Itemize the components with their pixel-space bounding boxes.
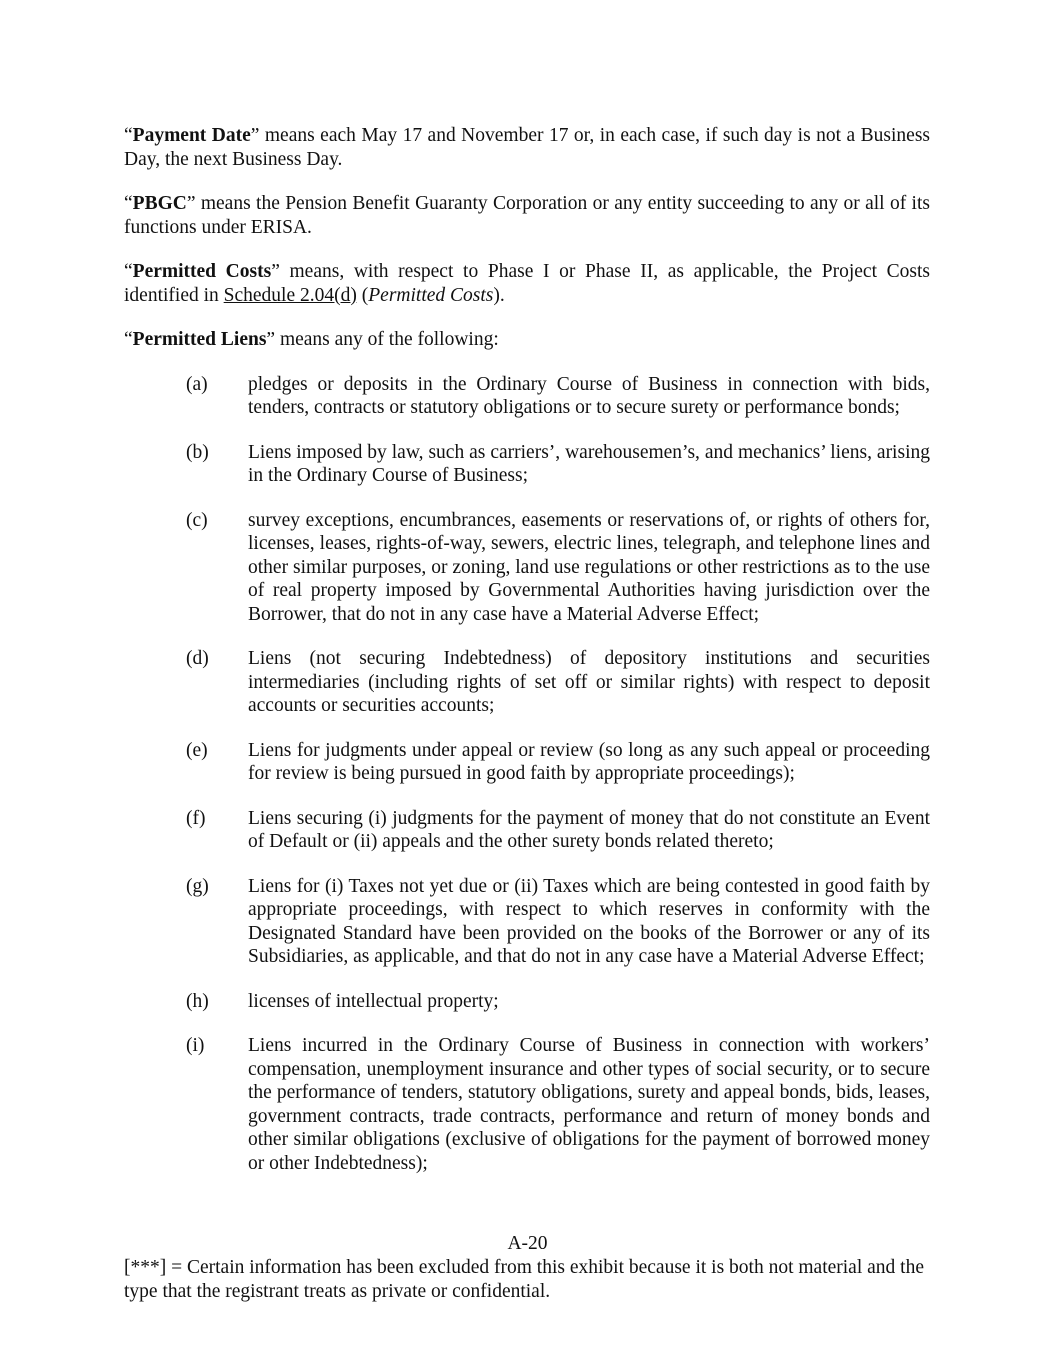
italic-permitted-costs: Permitted Costs [368, 284, 494, 306]
definition-permitted-costs: “Permitted Costs” means, with respect to Phase I or Phase II, as applicable, the Project Costs identified in Schedule 2.04(d) (Permitted Costs). [124, 261, 930, 306]
list-item-text: Liens incurred in the Ordinary Course of Business in connection with workers’ compensation, unemployment insurance and other types of social security, or to secure the performance of tenders, statutory obligations, surety and appeal bonds, bids, leases, government contracts, trade contracts, performance and return of money bonds and other similar obligations (exclusive of obligations for the payment of borrowed money or other Indebtedness); [248, 1035, 930, 1174]
list-item [124, 739, 930, 786]
schedule-reference: Schedule 2.04(d) [223, 284, 357, 306]
list-item [124, 875, 930, 969]
definition-payment-date: “Payment Date” means each May 17 and November 17 or, in each case, if such day is not a Business Day, the next Business Day. [124, 125, 930, 170]
footer-note: [***] = Certain information has been excluded from this exhibit because it is both not material and the type that the registrant treats as private or confidential. [124, 1257, 924, 1302]
list-item [124, 373, 930, 420]
list-item-text: survey exceptions, encumbrances, easements or reservations of, or rights of others for, licenses, leases, rights-of-way, sewers, electric lines, telegraph, and telephone lines and other similar purposes, or zoning, land use regulations or other restrictions as to the use of real property imposed by Governmental Authorities having jurisdiction over the Borrower, that do not in any case have a Material Adverse Effect; [248, 509, 930, 625]
list-item-label: (d) [186, 648, 209, 669]
list-item-label: (e) [186, 739, 208, 761]
list-item-text: pledges or deposits in the Ordinary Course of Business in connection with bids, tenders, contracts or statutory obligations or to secure surety or performance bonds; [248, 373, 930, 418]
term-permitted-liens: Permitted Liens [132, 329, 267, 350]
permitted-liens-list [124, 373, 930, 1176]
term-permitted-costs: Permitted Costs [132, 261, 272, 282]
list-item [124, 647, 930, 718]
list-item [124, 509, 930, 627]
list-item-label: (f) [186, 807, 206, 829]
list-item-text: Liens securing (i) judgments for the payment of money that do not constitute an Event of Default or (ii) appeals and the other surety bonds related thereto; [248, 807, 930, 852]
document-body [124, 124, 930, 1196]
definition-permitted-liens: “Permitted Liens” means any of the following: [124, 329, 499, 350]
list-item [124, 990, 930, 1014]
definition-pbgc: “PBGC” means the Pension Benefit Guaranty Corporation or any entity succeeding to any or all of its functions under ERISA. [124, 193, 930, 238]
list-item-text: licenses of intellectual property; [248, 990, 499, 1012]
term-pbgc: PBGC [132, 193, 187, 214]
list-item-text: Liens imposed by law, such as carriers’, warehousemen’s, and mechanics’ liens, arising in the Ordinary Course of Business; [248, 441, 930, 486]
list-item [124, 807, 930, 854]
list-item-label: (g) [186, 875, 209, 897]
list-item [124, 1034, 930, 1175]
list-item-text: Liens for (i) Taxes not yet due or (ii) Taxes which are being contested in good faith by appropriate proceedings, with respect to which reserves in conformity with the Designated Standard have been provided on the books of the Borrower or any of its Subsidiaries, as applicable, and that do not in any case have a Material Adverse Effect; [248, 875, 930, 967]
list-item-label: (c) [186, 509, 208, 531]
term-payment-date: Payment Date [132, 125, 251, 146]
list-item [124, 441, 930, 488]
list-item-text: Liens (not securing Indebtedness) of depository institutions and securities intermediaries (including rights of set off or similar rights) with respect to deposit accounts or securities accounts; [248, 648, 930, 716]
list-item-label: (h) [186, 990, 209, 1012]
list-item-label: (b) [186, 441, 209, 463]
list-item-text: Liens for judgments under appeal or review (so long as any such appeal or proceeding for review is being pursued in good faith by appropriate proceedings); [248, 739, 930, 784]
list-item-label: (i) [186, 1035, 205, 1056]
page-number: A-20 [507, 1233, 548, 1254]
list-item-label: (a) [186, 373, 208, 395]
